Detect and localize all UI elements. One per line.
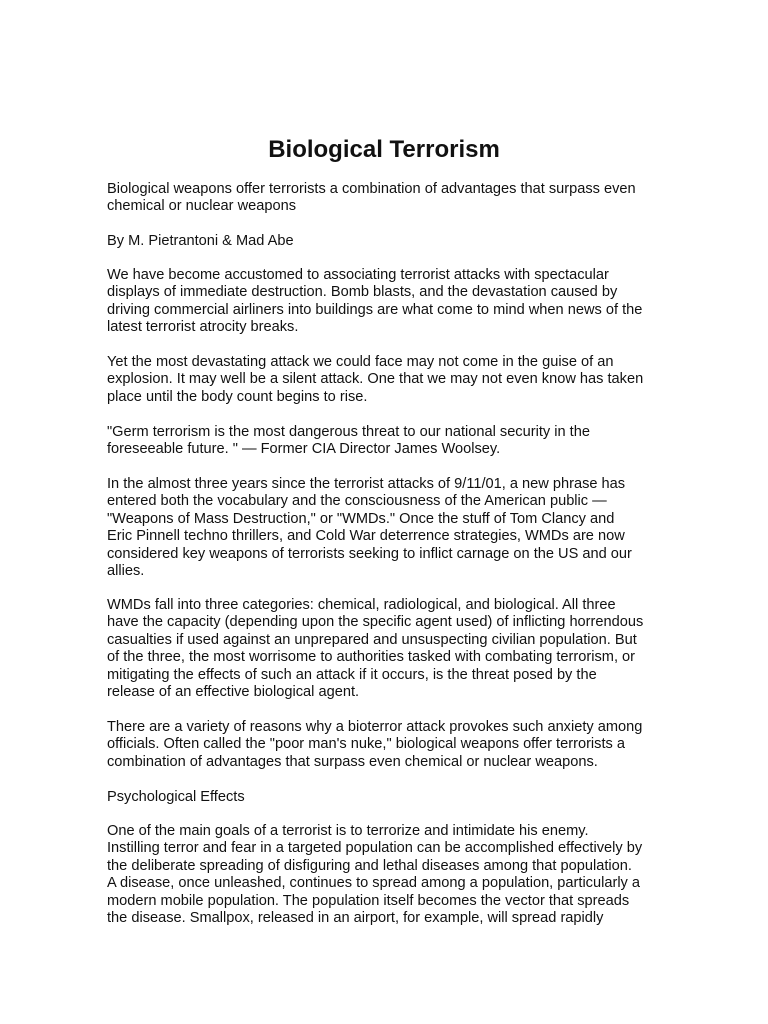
body-paragraph: There are a variety of reasons why a bioterror attack provokes such anxiety among officials. Often called the "poor man's nuke," biological weapons offer terrorists a combination of advantages that surpass even chemical or nuclear weapons.	[107, 719, 643, 770]
quote-paragraph: "Germ terrorism is the most dangerous threat to our national security in the foreseeable future. " — Former CIA Director James Woolsey.	[107, 424, 590, 458]
section-heading: Psychological Effects	[107, 789, 245, 805]
body-paragraph: Yet the most devastating attack we could face may not come in the guise of an explosion. It may well be a silent attack. One that we may not even know has taken place until the body count begins to rise.	[107, 354, 644, 405]
subtitle-paragraph: Biological weapons offer terrorists a combination of advantages that surpass even chemical or nuclear weapons	[107, 181, 636, 215]
body-paragraph: One of the main goals of a terrorist is to terrorize and intimidate his enemy. Instilling terror and fear in a targeted population can be accomplished effectively by the deliberate spreading of disfiguring and lethal diseases among that population. A disease, once unleashed, continues to spread among a population, particularly a modern mobile population. The population itself becomes the vector that spreads the disease. Smallpox, released in an airport, for example, will spread rapidly	[107, 823, 643, 927]
body-paragraph: In the almost three years since the terrorist attacks of 9/11/01, a new phrase has entered both the vocabulary and the consciousness of the American public — "Weapons of Mass Destruction," or "WMDs." Once the stuff of Tom Clancy and Eric Pinnell techno thrillers, and Cold War deterrence strategies, WMDs are now considered key weapons of terrorists seeking to inflict carnage on the US and our allies.	[107, 476, 632, 580]
body-paragraph: WMDs fall into three categories: chemical, radiological, and biological. All three have the capacity (depending upon the specific agent used) of inflicting horrendous casualties if used against an unprepared and unsuspecting civilian population. But of the three, the most worrisome to authorities tasked with combating terrorism, or mitigating the effects of such an attack if it occurs, is the threat posed by the release of an effective biological agent.	[107, 597, 644, 701]
byline: By M. Pietrantoni & Mad Abe	[107, 233, 294, 249]
body-paragraph: We have become accustomed to associating terrorist attacks with spectacular displays of immediate destruction. Bomb blasts, and the devastation caused by driving commercial airliners into buildings are what come to mind when news of the latest terrorist atrocity breaks.	[107, 267, 643, 336]
page-title: Biological Terrorism	[268, 136, 500, 163]
